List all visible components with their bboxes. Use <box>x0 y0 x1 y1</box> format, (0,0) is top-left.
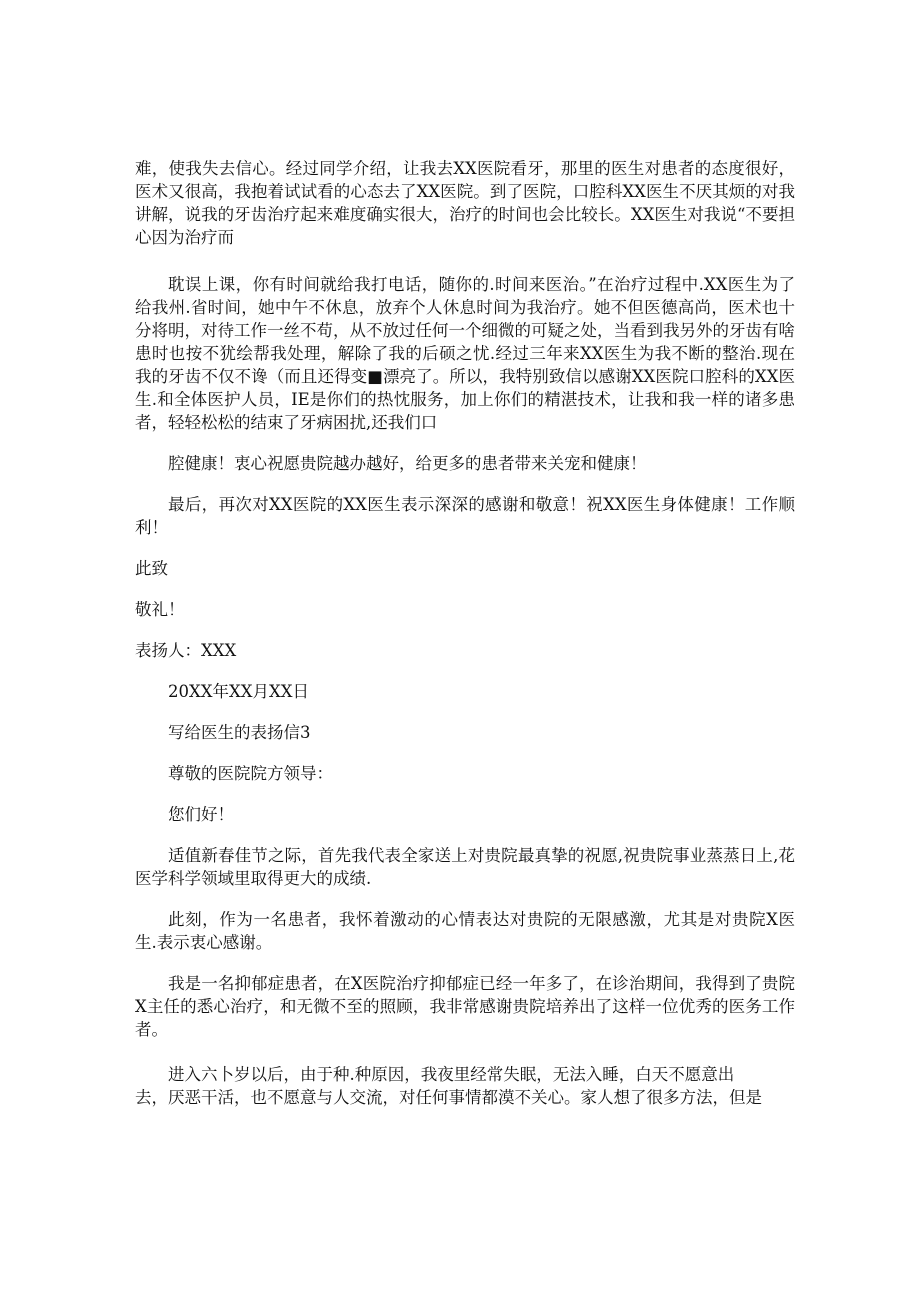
signer-line: 表扬人：XXX <box>135 641 237 660</box>
date-line: 20XX年XX月XX日 <box>168 682 309 701</box>
closing-line-2: 敬礼！ <box>135 600 185 619</box>
section-title: 写给医生的表扬信3 <box>168 723 311 742</box>
letter-paragraph-4: 最后，再次对XX医院的XX医生表示深深的感谢和敬意！祝XX医生身体健康！工作顺利！ <box>135 495 795 537</box>
salutation-line: 尊敬的医院院方领导： <box>168 764 333 783</box>
letter-paragraph-3: 腔健康！衷心祝愿贵院越办越好，给更多的患者带来关宠和健康！ <box>168 454 647 473</box>
section-paragraph-3: 我是一名抑郁症患者，在X医院治疗抑郁症已经一年多了，在诊治期间，我得到了贵院X主任的悉心治疗，和无微不至的照顾，我非常感谢贵院培养出了这样一位优秀的医务工作者。 <box>135 974 795 1039</box>
closing-line-1: 此致 <box>135 559 168 578</box>
document-body <box>135 157 795 1109</box>
letter-paragraph-1: 难，使我失去信心。经过同学介绍，让我去XX医院看牙，那里的医生对患者的态度很好，医术又很高，我抱着试试看的心态去了XX医院。到了医院，口腔科XX医生不厌其烦的对我讲解，说我的牙齿治疗起来难度确实很大，治疗的时间也会比较长。XX医生对我说“不要担心因为治疗而 <box>135 159 795 247</box>
section-paragraph-1: 适值新春佳节之际，首先我代表全家送上对贵院最真挚的祝愿,祝贵院事业蒸蒸日上,花医学科学领域里取得更大的成绩. <box>135 846 795 888</box>
section-paragraph-4-line-1: 进入六卜岁以后，由于种.种原因，我夜里经常失眠，无法入睡，白天不愿意出 <box>168 1065 735 1084</box>
letter-paragraph-2: 耽误上课，你有时间就给我打电话，随你的.时间来医治。”在治疗过程中.XX医生为了给我州.省时间，她中午不休息，放弃个人休息时间为我治疗。她不但医德高尚，医术也十分将明，对待工作一丝不苟，从不放过任何一个细微的可疑之处，当看到我另外的牙齿有啥患时也按不犹绘帮我处理，解除了我的后硕之忧.经过三年来XX医生为我不断的整治.现在我的牙齿不仅不谗（而且还得变■漂亮了。所以，我特别致信以感谢XX医院口腔科的XX医生.和全体医护人员，IE是你们的热忱服务，加上你们的精湛技术，让我和我一样的诸多患者，轻轻松松的结束了牙病困扰,还我们口 <box>135 275 795 432</box>
greeting-line: 您们好！ <box>168 805 234 824</box>
section-paragraph-2: 此刻，作为一名患者，我怀着激动的心情表达对贵院的无限感激，尤其是对贵院X医生.表示衷心感谢。 <box>135 910 795 952</box>
section-paragraph-4-line-2: 去，厌恶干活，也不愿意与人交流，对任何事情都漠不关心。家人想了很多方法，但是 <box>135 1088 762 1107</box>
